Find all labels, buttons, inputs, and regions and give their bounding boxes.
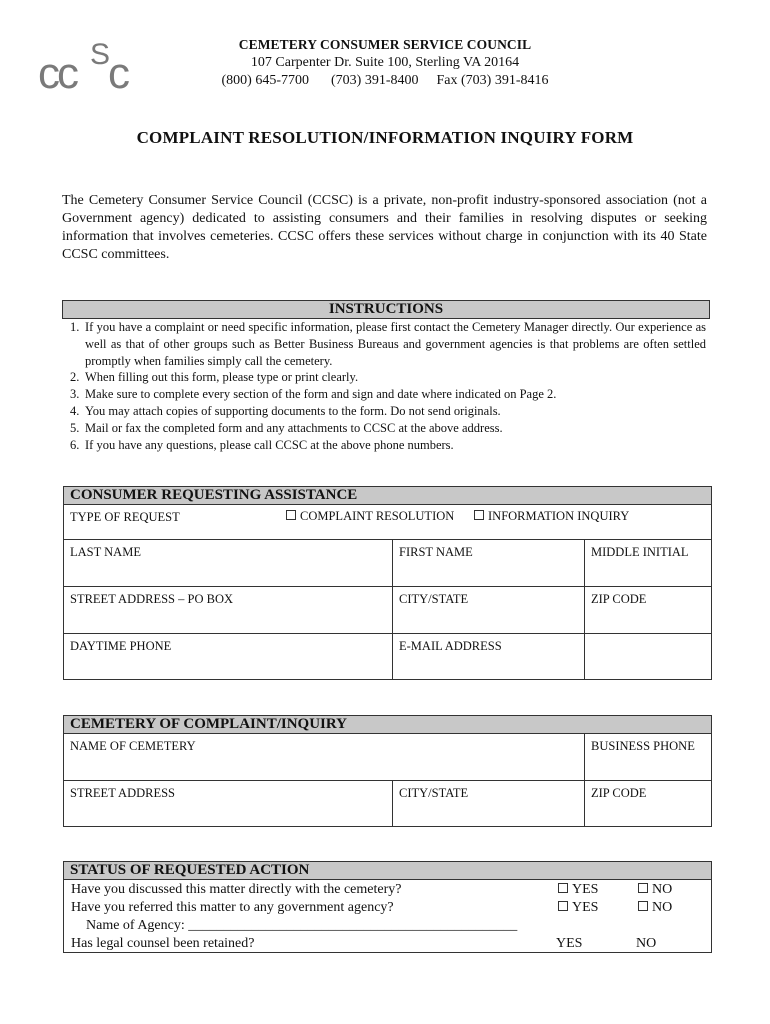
zip-code-field[interactable]: ZIP CODE — [584, 587, 711, 633]
information-inquiry-checkbox[interactable]: INFORMATION INQUIRY — [474, 509, 629, 524]
cemetery-address-row — [64, 781, 711, 826]
svg-text:S: S — [90, 42, 111, 71]
email-address-field[interactable]: E-MAIL ADDRESS — [392, 634, 584, 679]
daytime-phone-field[interactable]: DAYTIME PHONE — [70, 639, 172, 653]
cemetery-section — [63, 715, 712, 827]
consumer-heading: CONSUMER REQUESTING ASSISTANCE — [64, 487, 711, 505]
question-discussed: Have you discussed this matter directly with the cemetery? — [71, 882, 402, 897]
form-title: COMPLAINT RESOLUTION/INFORMATION INQUIRY FORM — [136, 128, 634, 147]
instruction-item: 5. Mail or fax the completed form and any attachments to CCSC at the above address. — [70, 420, 503, 435]
checkbox-icon[interactable] — [474, 510, 484, 520]
first-name-field[interactable]: FIRST NAME — [392, 540, 584, 586]
svg-text:cc: cc — [38, 49, 76, 94]
city-state-field[interactable]: CITY/STATE — [392, 587, 584, 633]
consumer-section — [63, 486, 712, 680]
referred-no-checkbox[interactable]: NO — [638, 899, 672, 917]
request-type-label: TYPE OF REQUEST — [70, 510, 180, 524]
intro-paragraph: The Cemetery Consumer Service Council (CCSC) is a private, non-profit industry-sponsored association (not a Government agency) dedicated to assisting consumers and their families in resolving disputes or seeking information that involves cemeteries. CCSC offers these services without charge in conjunction with its 40 State CCSC committees. — [62, 193, 707, 262]
cemetery-zip-field[interactable]: ZIP CODE — [584, 781, 711, 826]
cemetery-street-field[interactable]: STREET ADDRESS — [70, 786, 175, 800]
legal-yes-option[interactable]: YES — [556, 936, 583, 951]
business-phone-field[interactable]: BUSINESS PHONE — [584, 734, 711, 780]
instruction-item: 1. If you have a complaint or need specific information, please first contact the Cemetery Manager directly. Our experience as well as that of other groups such as Better Business Bureaus and government agencies is that problems are often settled promptly when families simply call the cemetery. — [70, 320, 706, 368]
instructions-list — [70, 319, 706, 453]
org-name: CEMETERY CONSUMER SERVICE COUNCIL — [238, 37, 532, 52]
street-address-field[interactable]: STREET ADDRESS – PO BOX — [70, 592, 233, 606]
blank-cell — [584, 634, 711, 679]
question-referred: Have you referred this matter to any government agency? — [71, 900, 394, 915]
fax-number: Fax (703) 391-8416 — [436, 73, 549, 88]
instruction-item: 3. Make sure to complete every section of the form and sign and date where indicated on Page 2. — [70, 387, 557, 402]
referred-yes-checkbox[interactable]: YES — [558, 899, 598, 917]
instructions-heading: INSTRUCTIONS — [62, 300, 710, 319]
middle-initial-field[interactable]: MIDDLE INITIAL — [584, 540, 711, 586]
org-phones — [160, 72, 610, 90]
contact-row — [64, 634, 711, 679]
instruction-item: 6. If you have any questions, please call CCSC at the above phone numbers. — [70, 437, 454, 452]
instruction-item: 2. When filling out this form, please type or print clearly. — [70, 370, 359, 385]
legal-no-option[interactable]: NO — [636, 936, 657, 951]
checkbox-icon[interactable] — [286, 510, 296, 520]
phone-local: (703) 391-8400 — [331, 73, 419, 88]
cemetery-city-state-field[interactable]: CITY/STATE — [392, 781, 584, 826]
discussed-no-checkbox[interactable]: NO — [638, 881, 672, 899]
org-address: 107 Carpenter Dr. Suite 100, Sterling VA 20164 — [250, 55, 520, 70]
cemetery-name-field[interactable]: NAME OF CEMETERY — [70, 739, 196, 753]
status-body — [64, 880, 711, 952]
status-section — [63, 861, 712, 953]
org-header — [160, 36, 610, 90]
address-row — [64, 587, 711, 634]
svg-text:c: c — [108, 49, 130, 94]
complaint-resolution-checkbox[interactable]: COMPLAINT RESOLUTION — [286, 509, 454, 524]
cemetery-name-row — [64, 734, 711, 781]
status-heading: STATUS OF REQUESTED ACTION — [64, 862, 711, 880]
cemetery-heading: CEMETERY OF COMPLAINT/INQUIRY — [64, 716, 711, 734]
discussed-yes-checkbox[interactable]: YES — [558, 881, 598, 899]
instruction-item: 4. You may attach copies of supporting documents to the form. Do not send originals. — [70, 403, 501, 418]
last-name-field[interactable]: LAST NAME — [70, 545, 141, 559]
phone-tollfree: (800) 645-7700 — [221, 73, 309, 88]
name-row — [64, 540, 711, 587]
ccsc-logo — [38, 42, 148, 94]
request-type-row — [64, 505, 711, 540]
question-legal-counsel: Has legal counsel been retained? — [71, 936, 255, 951]
agency-name-field[interactable]: Name of Agency: _______________________________________________ — [86, 918, 518, 933]
